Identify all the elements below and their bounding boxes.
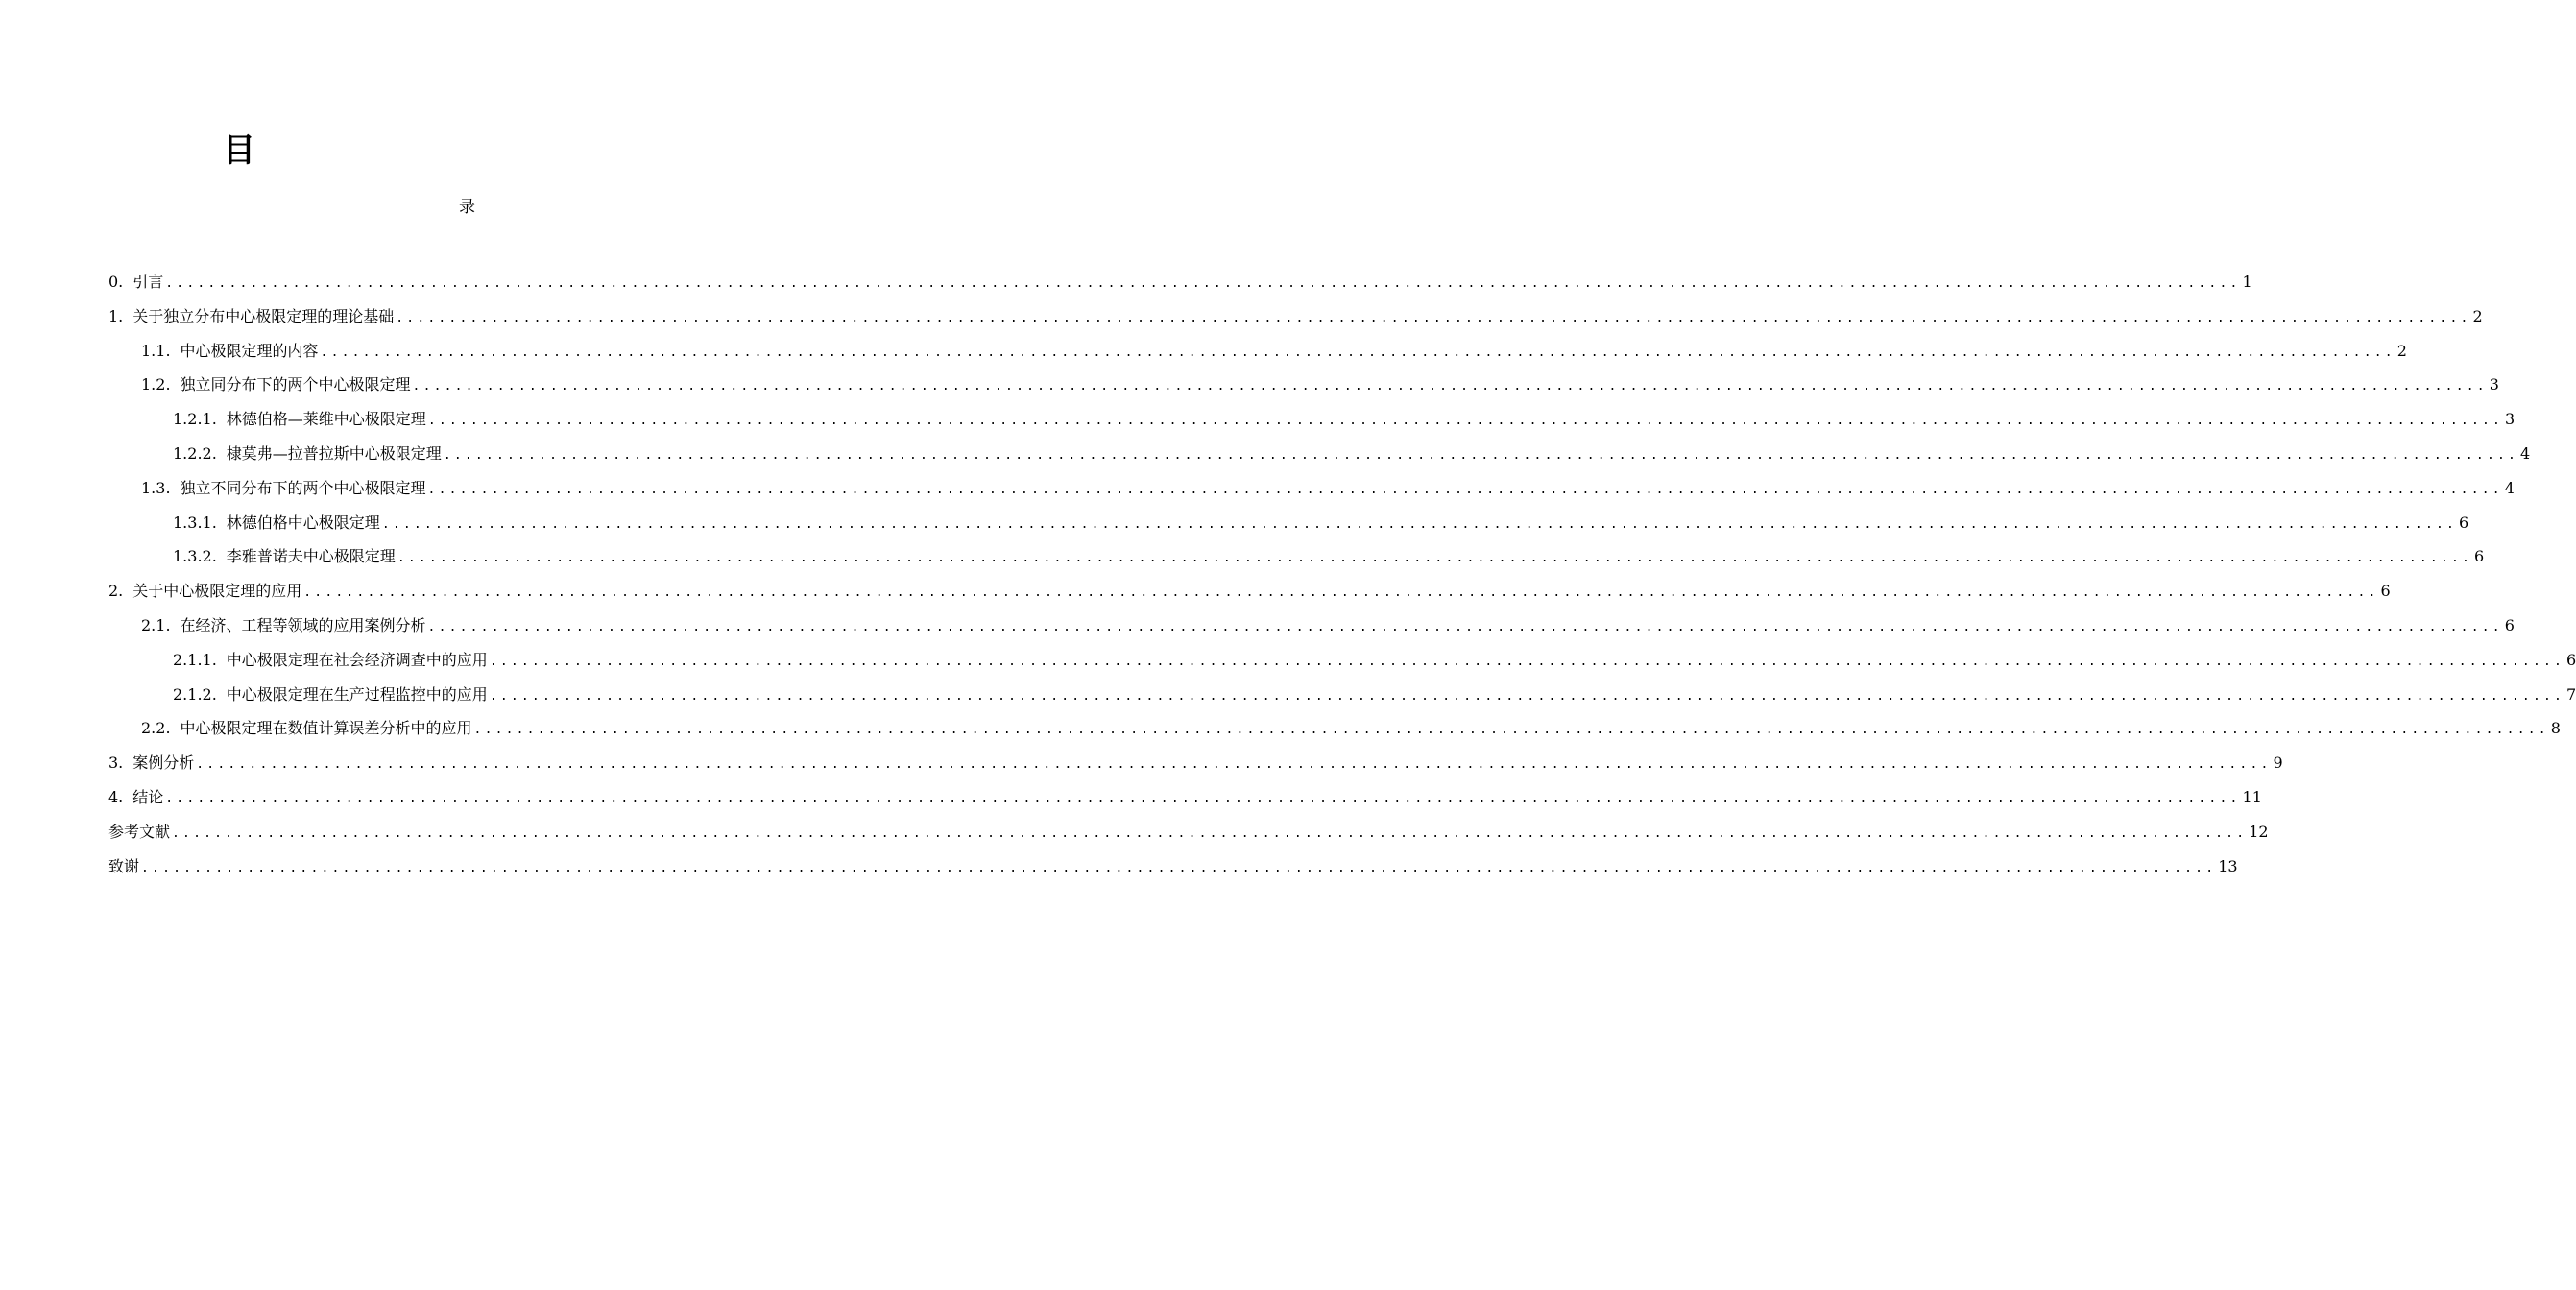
toc-entry-page-number: 3 [2489, 375, 2499, 394]
toc-entry[interactable] [108, 408, 2516, 442]
toc-entry-page-number: 7 [2566, 684, 2576, 704]
toc-dot-leader [141, 857, 2216, 880]
toc-entry-page-number: 2 [2396, 341, 2407, 360]
toc-entry-title: 林德伯格—莱维中心极限定理 [226, 410, 426, 429]
toc-entry-page-number: 9 [2273, 753, 2283, 773]
toc-entry[interactable] [108, 271, 2252, 305]
toc-entry-page-number: 8 [2550, 719, 2561, 738]
toc-entry-title: 中心极限定理在数值计算误差分析中的应用 [180, 719, 472, 738]
toc-entry-number: 2. [108, 582, 124, 601]
toc-entry-number: 2.1. [141, 615, 171, 634]
toc-dot-leader [490, 685, 2564, 708]
toc-entry-page-number: 1 [2242, 273, 2252, 291]
toc-entry[interactable] [108, 649, 2576, 683]
toc-entry-title: 独立不同分布下的两个中心极限定理 [180, 478, 426, 497]
toc-entry-number: 1.3.2. [173, 547, 217, 566]
toc-entry-title: 中心极限定理的内容 [180, 341, 319, 360]
toc-entry-page-number: 4 [2520, 443, 2531, 463]
toc-entry-page-number: 6 [2504, 615, 2515, 634]
toc-entry[interactable] [108, 855, 2238, 890]
toc-entry-page-number: 3 [2505, 410, 2516, 429]
toc-entry[interactable] [108, 373, 2499, 408]
toc-entry-title: 棣莫弗—拉普拉斯中心极限定理 [226, 443, 442, 463]
toc-dot-leader [303, 582, 2378, 605]
toc-entry-title: 独立同分布下的两个中心极限定理 [180, 375, 411, 394]
toc-title-char-1: 目 [223, 131, 255, 170]
toc-entry-title: 参考文献 [108, 822, 171, 841]
toc-dot-leader [172, 823, 2247, 846]
toc-dot-leader [321, 342, 2395, 365]
toc-entry-number: 2.1.1. [173, 650, 217, 669]
toc-entry-page-number: 6 [2474, 547, 2485, 566]
toc-entry-title: 引言 [132, 273, 164, 291]
toc-entry-title: 中心极限定理在社会经济调查中的应用 [226, 650, 488, 669]
toc-entry-number: 2.2. [141, 719, 171, 738]
toc-entry[interactable] [108, 340, 2407, 374]
toc-dot-leader [428, 410, 2503, 433]
toc-entry[interactable] [108, 786, 2262, 821]
toc-entry-number: 4. [108, 787, 124, 806]
toc-entry[interactable] [108, 717, 2561, 752]
toc-entry-title: 案例分析 [132, 753, 195, 773]
toc-entry-page-number: 11 [2242, 787, 2262, 806]
toc-entry-number: 3. [108, 753, 124, 773]
toc-entry-number: 2.1.2. [173, 684, 217, 704]
toc-entry-number: 1. [108, 306, 124, 325]
toc-entry-page-number: 6 [2380, 582, 2391, 601]
toc-dot-leader [428, 479, 2503, 502]
toc-entry-number: 1.3.1. [173, 513, 217, 532]
toc-entry-title: 关于中心极限定理的应用 [132, 582, 302, 601]
toc-entry[interactable] [108, 683, 2576, 718]
toc-entry-title: 关于独立分布中心极限定理的理论基础 [132, 306, 395, 325]
toc-title-char-2: 录 [459, 198, 475, 217]
toc-entry[interactable] [108, 305, 2483, 340]
toc-entry-title: 李雅普诺夫中心极限定理 [226, 547, 396, 566]
toc-dot-leader [397, 547, 2472, 570]
toc-entry-number: 1.2.1. [173, 410, 217, 429]
toc-entry-number: 1.3. [141, 478, 171, 497]
toc-entry[interactable] [108, 477, 2515, 512]
toc-dot-leader [490, 651, 2564, 674]
toc-dot-leader [428, 616, 2503, 639]
toc-dot-leader [196, 753, 2271, 776]
toc-entry-number: 1.1. [141, 341, 171, 360]
toc-entry[interactable] [108, 614, 2515, 649]
toc-entry-page-number: 13 [2218, 856, 2238, 875]
toc-dot-leader [413, 375, 2488, 398]
toc-entry-number: 0. [108, 273, 124, 291]
toc-entry[interactable] [108, 545, 2485, 580]
toc-entry-title: 致谢 [108, 856, 140, 875]
toc-entry-page-number: 6 [2566, 650, 2576, 669]
toc-entry-page-number: 6 [2459, 513, 2469, 532]
table-of-contents [108, 271, 2576, 889]
toc-entry-number: 1.2. [141, 375, 171, 394]
toc-dot-leader [396, 307, 2470, 330]
toc-entry-number: 1.2.2. [173, 443, 217, 463]
toc-entry-title: 中心极限定理在生产过程监控中的应用 [226, 684, 488, 704]
toc-entry[interactable] [108, 821, 2269, 855]
toc-dot-leader [165, 788, 2240, 811]
toc-entry[interactable] [108, 442, 2531, 477]
toc-entry-title: 在经济、工程等领域的应用案例分析 [180, 615, 426, 634]
toc-dot-leader [165, 273, 2240, 296]
toc-entry-page-number: 12 [2249, 822, 2269, 841]
toc-entry[interactable] [108, 512, 2469, 546]
toc-entry-title: 林德伯格中心极限定理 [226, 513, 380, 532]
toc-entry-page-number: 2 [2472, 306, 2483, 325]
toc-entry[interactable] [108, 752, 2283, 786]
toc-entry[interactable] [108, 580, 2391, 614]
toc-dot-leader [444, 444, 2518, 467]
toc-dot-leader [474, 719, 2549, 742]
toc-entry-title: 结论 [132, 787, 164, 806]
toc-entry-page-number: 4 [2504, 478, 2515, 497]
toc-dot-leader [382, 514, 2457, 537]
